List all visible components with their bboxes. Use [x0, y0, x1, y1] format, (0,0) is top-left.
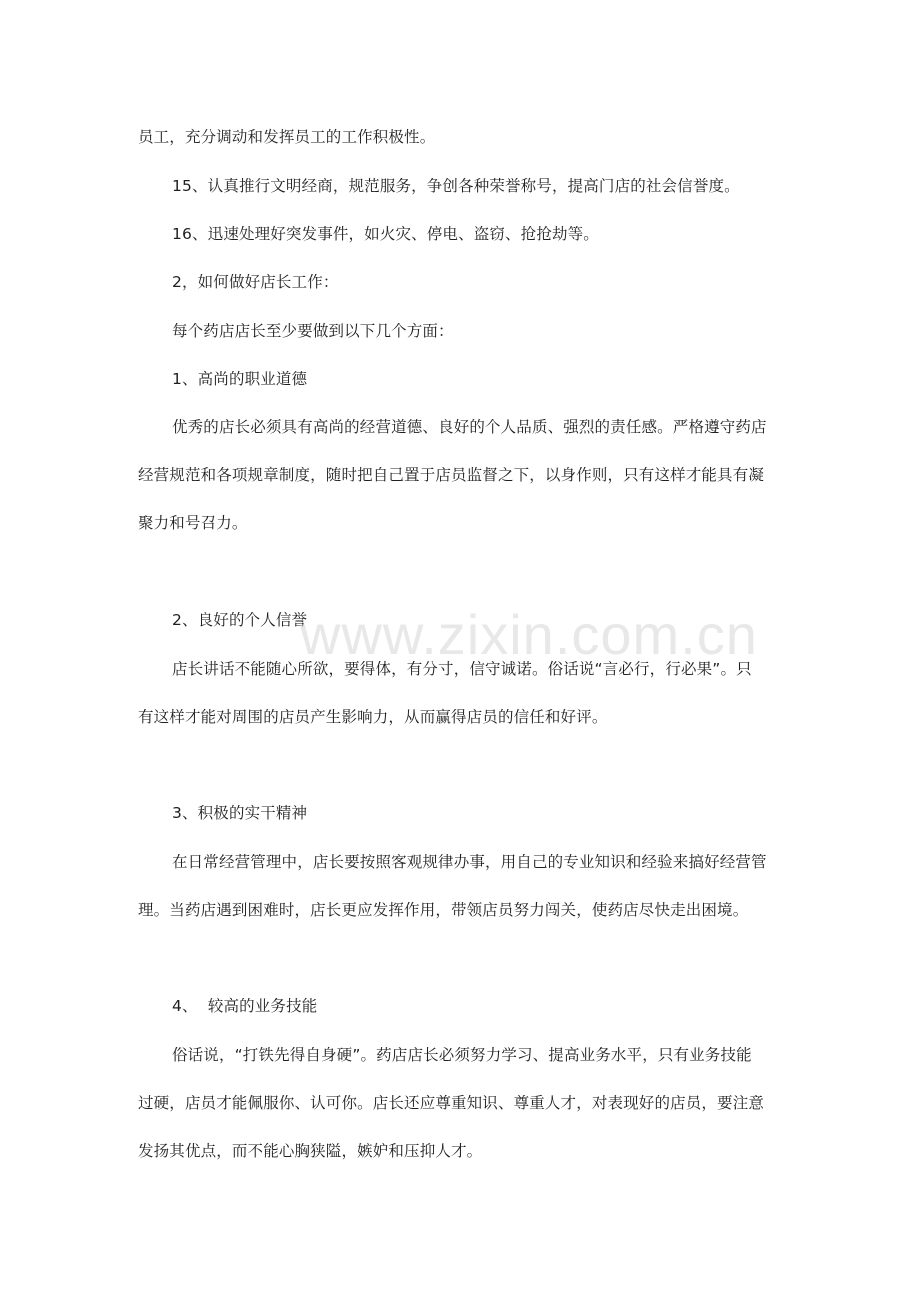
watermark: www.zixin.com.cn — [300, 603, 758, 666]
text-line: 16、迅速处理好突发事件，如火灾、停电、盗窃、抢抢劫等。 — [172, 225, 599, 243]
subsection-heading: 4、 较高的业务技能 — [172, 997, 318, 1015]
subsection-heading: 2、良好的个人信誉 — [172, 611, 308, 629]
text-line: 发扬其优点，而不能心胸狭隘，嫉妒和压抑人才。 — [138, 1142, 483, 1160]
section-heading: 2，如何做好店长工作： — [172, 273, 339, 291]
text-line: 经营规范和各项规章制度，随时把自己置于店员监督之下，以身作则，只有这样才能具有凝 — [138, 466, 765, 484]
text-line: 有这样才能对周围的店员产生影响力，从而赢得店员的信任和好评。 — [138, 708, 608, 726]
text-line: 过硬，店员才能佩服你、认可你。店长还应尊重知识、尊重人才，对表现好的店员，要注意 — [138, 1094, 765, 1112]
text-line: 优秀的店长必须具有高尚的经营道德、良好的个人品质、强烈的责任感。严格遵守药店 — [172, 418, 767, 436]
subsection-heading: 1、高尚的职业道德 — [172, 370, 308, 388]
text-line: 每个药店店长至少要做到以下几个方面： — [172, 322, 454, 340]
text-line: 店长讲话不能随心所欲，要得体，有分寸，信守诚诺。俗话说“言必行，行必果”。只 — [172, 660, 752, 678]
text-line: 俗话说，“打铁先得自身硬”。药店店长必须努力学习、提高业务水平，只有业务技能 — [172, 1046, 752, 1064]
subsection-heading: 3、积极的实干精神 — [172, 804, 308, 822]
text-line: 聚力和号召力。 — [138, 514, 248, 532]
text-line: 15、认真推行文明经商，规范服务，争创各种荣誉称号，提高门店的社会信誉度。 — [172, 177, 740, 195]
text-line: 理。当药店遇到困难时，店长更应发挥作用，带领店员努力闯关，使药店尽快走出困境。 — [138, 901, 749, 919]
text-line: 员工，充分调动和发挥员工的工作积极性。 — [138, 128, 436, 146]
text-line: 在日常经营管理中，店长要按照客观规律办事，用自己的专业知识和经验来搞好经营管 — [172, 853, 767, 871]
